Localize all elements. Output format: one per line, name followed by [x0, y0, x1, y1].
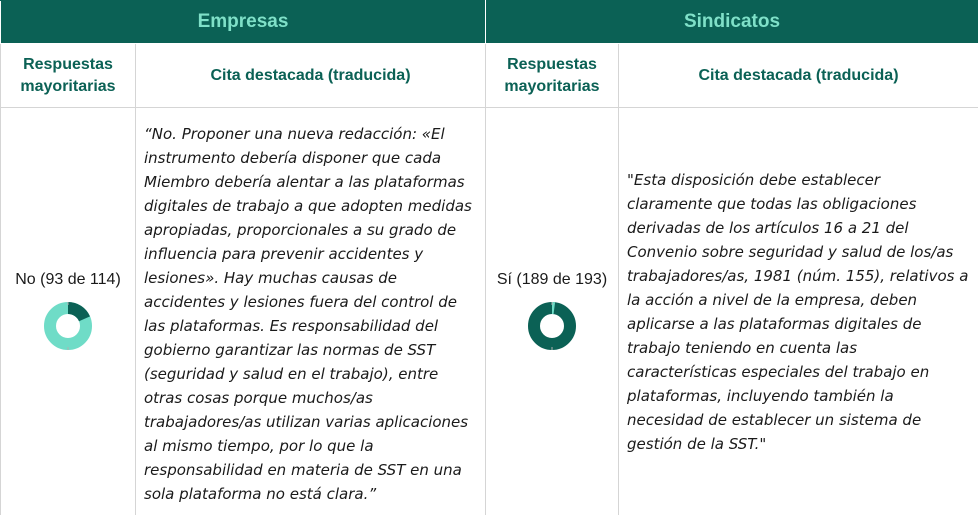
group-header-row — [1, 1, 978, 44]
companies-quote-cell — [136, 108, 486, 515]
companies-quote-header: Cita destacada (traducida) — [136, 44, 486, 108]
unions-quote-cell — [619, 108, 978, 515]
companies-donut-svg — [42, 298, 94, 354]
table-row — [1, 108, 978, 515]
unions-majority-header: Respuestas mayoritarias — [486, 44, 619, 108]
companies-response-cell — [1, 108, 136, 515]
unions-quote-header: Cita destacada (traducida) — [619, 44, 978, 108]
group-header-unions: Sindicatos — [486, 1, 978, 44]
column-header-row — [1, 44, 978, 108]
group-header-companies: Empresas — [1, 1, 486, 44]
companies-majority-header: Respuestas mayoritarias — [1, 44, 136, 108]
companies-response-text: No (93 de 114) — [15, 270, 121, 288]
unions-quote-text: "Esta disposición debe establecer claramente que todas las obligaciones derivadas de los artículos 16 a 21 del Convenio sobre seguridad y salud de los/as trabajadores/as, 1981 (núm. 155), relativos a la acción a nivel de la empresa, deben aplicarse a las plataformas digitales de trabajo teniendo en cuenta las características especiales del trabajo en plataformas, incluyendo también la necesidad de establecer un sistema de gestión de la SST." — [627, 170, 969, 453]
unions-response-text: Sí (189 de 193) — [496, 270, 608, 288]
companies-donut-chart — [42, 298, 94, 354]
companies-quote-text: “No. Proponer una nueva redacción: «El instrumento debería disponer que cada Miembro debería alentar a las plataformas digitales de trabajo a que adopten medidas apropiadas, proporcionales a su grado de influencia para prevenir accidentes y lesiones». Hay muchas causas de accidentes y lesiones fuera del control de las plataformas. Es responsabilidad del gobierno garantizar las normas de SST (seguridad y salud en el trabajo), entre otras cosas porque muchos/as trabajadores/as utilizan varias aplicaciones al mismo tiempo, por lo que la responsabilidad en materia de SST en una sola plataforma no está clara.” — [144, 124, 472, 503]
unions-response-cell — [486, 108, 619, 515]
unions-donut-chart — [526, 298, 578, 354]
unions-donut-svg — [526, 298, 578, 354]
